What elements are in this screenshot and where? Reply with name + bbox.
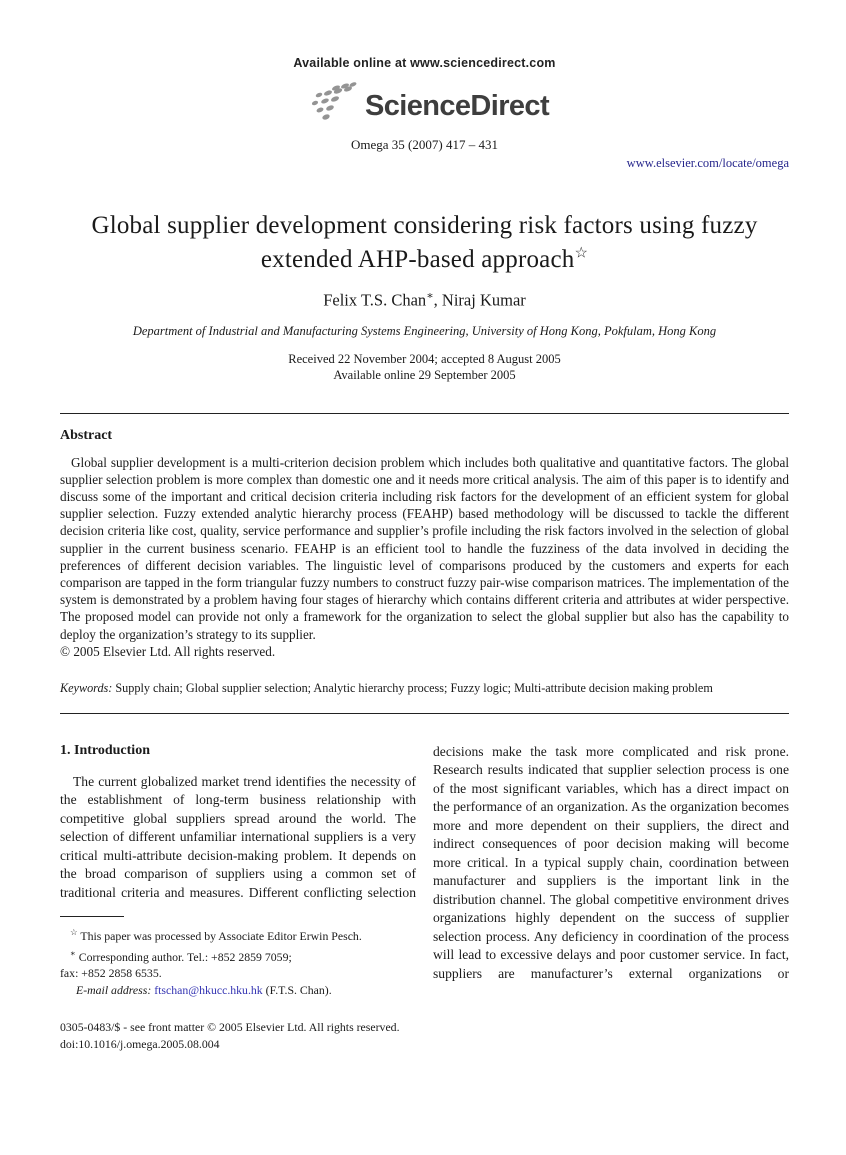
corresponding-author-mark: ∗	[426, 290, 434, 302]
right-column	[433, 743, 789, 998]
abstract-text: Global supplier development is a multi-criterion decision problem which includes both qualitative and quantitative factors. The global supplier selection problem is more complex than domestic one and it needs more critical analysis. The aim of this paper is to identify and discuss some of the important and critical decision criteria including risk factors for the development of an efficient system for global supplier selection. Fuzzy extended analytic hierarchy process (FEAHP) based methodology will be discussed to tackle the different decision criteria like cost, quality, service performance and supplier’s profile including the risk factors involved in the selection of global supplier in the current business scenario. FEAHP is an efficient tool to handle the fuzziness of the data involved in deciding the preferences of different decision variables. The linguistic level of comparisons produced by the customers and experts for each comparison are tapped in the form triangular fuzzy numbers to construct fuzzy pair-wise comparison matrices. The implementation of the system is demonstrated by a problem having four stages of hierarchy which contains different criteria and attributes at wider perspective. The proposed model can provide not only a framework for the organization to select the global supplier but also has the capability to deploy the organization’s strategy to its supplier.	[60, 454, 789, 642]
footnotes-block	[60, 916, 416, 997]
article-title-line2: extended AHP-based approach	[260, 246, 575, 273]
left-column	[60, 743, 416, 998]
footnote-asterisk-mark: ∗	[70, 947, 76, 958]
section-heading-introduction: 1. Introduction	[60, 742, 150, 758]
abstract-section	[60, 428, 789, 696]
journal-masthead	[60, 56, 789, 172]
issn-copyright-line: 0305-0483/$ - see front matter © 2005 Elsevier Ltd. All rights reserved.	[60, 1019, 400, 1034]
journal-reference: Omega 35 (2007) 417 – 431	[351, 137, 498, 152]
abstract-copyright: © 2005 Elsevier Ltd. All rights reserved.	[60, 643, 276, 659]
sciencedirect-logo-text: ScienceDirect	[364, 90, 550, 122]
article-title	[60, 209, 789, 277]
footnote-divider	[60, 916, 124, 917]
two-column-body	[60, 743, 789, 998]
footnote-corresponding-text: Corresponding author. Tel.: +852 2859 7059;	[75, 949, 292, 964]
journal-url-row	[60, 154, 789, 172]
footnote-editor-text: This paper was processed by Associate Editor Erwin Pesch.	[77, 929, 362, 944]
footnote-editor-note	[60, 924, 416, 944]
available-online-text: Available online at www.sciencedirect.com	[293, 56, 556, 70]
front-matter-footer	[60, 1019, 789, 1053]
footnote-email-line	[60, 982, 416, 998]
affiliation-line: Department of Industrial and Manufacturing Systems Engineering, University of Hong Kong, Pokfulam, Hong Kong	[132, 323, 717, 338]
sciencedirect-logo-dots-icon	[300, 82, 358, 124]
footnote-star-mark: ☆	[70, 927, 78, 938]
footnote-corresponding-author	[60, 945, 416, 965]
abstract-heading: Abstract	[60, 427, 113, 443]
keywords-text: Supply chain; Global supplier selection; Analytic hierarchy process; Fuzzy logic; Multi-attribute decision making problem	[112, 680, 713, 695]
available-online-date: Available online 29 September 2005	[333, 367, 516, 382]
journal-homepage-link[interactable]: www.elsevier.com/locate/omega	[626, 156, 789, 170]
footnote-fax: fax: +852 2858 6535.	[60, 966, 162, 981]
body-top-divider	[60, 713, 789, 714]
keywords-label: Keywords:	[60, 680, 113, 695]
doi-line: doi:10.1016/j.omega.2005.08.004	[60, 1036, 220, 1051]
email-suffix: (F.T.S. Chan).	[262, 982, 332, 997]
authors-line	[60, 289, 789, 311]
keywords-line	[60, 680, 789, 696]
abstract-top-divider	[60, 413, 789, 414]
article-title-line1: Global supplier development considering risk factors using fuzzy	[91, 212, 758, 239]
intro-paragraph-right: decisions make the task more complicated and risk prone. Research results indicated that supplier selection process is one of the most significant variables, which has a direct impact on the performance of an organization. As the organization becomes more and more dependent on their suppliers, the direct and indirect consequences of poor decision making will become more critical. In a typical supply chain, coordination between manufacturer and suppliers is the important link in the distribution channel. The global competitive environment drives organizations highly dependent on the success of supplier selection process. Any deficiency in coordination of the process will lead to excessive delays and poor customer service. In fact, suppliers are manufacturer’s external organizations or	[433, 743, 789, 981]
email-address-label: E-mail address:	[76, 982, 152, 997]
email-link[interactable]: ftschan@hkucc.hku.hk	[154, 982, 263, 997]
sciencedirect-logo	[60, 74, 789, 124]
received-accepted-dates: Received 22 November 2004; accepted 8 August 2005	[288, 351, 561, 366]
author-name-2: , Niraj Kumar	[433, 290, 526, 310]
author-name-1: Felix T.S. Chan	[323, 290, 427, 310]
intro-paragraph-left: The current globalized market trend identifies the necessity of the establishment of long-term business relationship with competitive global suppliers spread around the world. The selection of different unfamiliar international suppliers is a very critical multi-attribute decision-making problem. It depends on the broad comparison of suppliers using a common set of traditional criteria and measures. Different conflicting selection	[60, 773, 416, 900]
title-footnote-mark: ☆	[574, 245, 589, 262]
article-history	[60, 351, 789, 383]
